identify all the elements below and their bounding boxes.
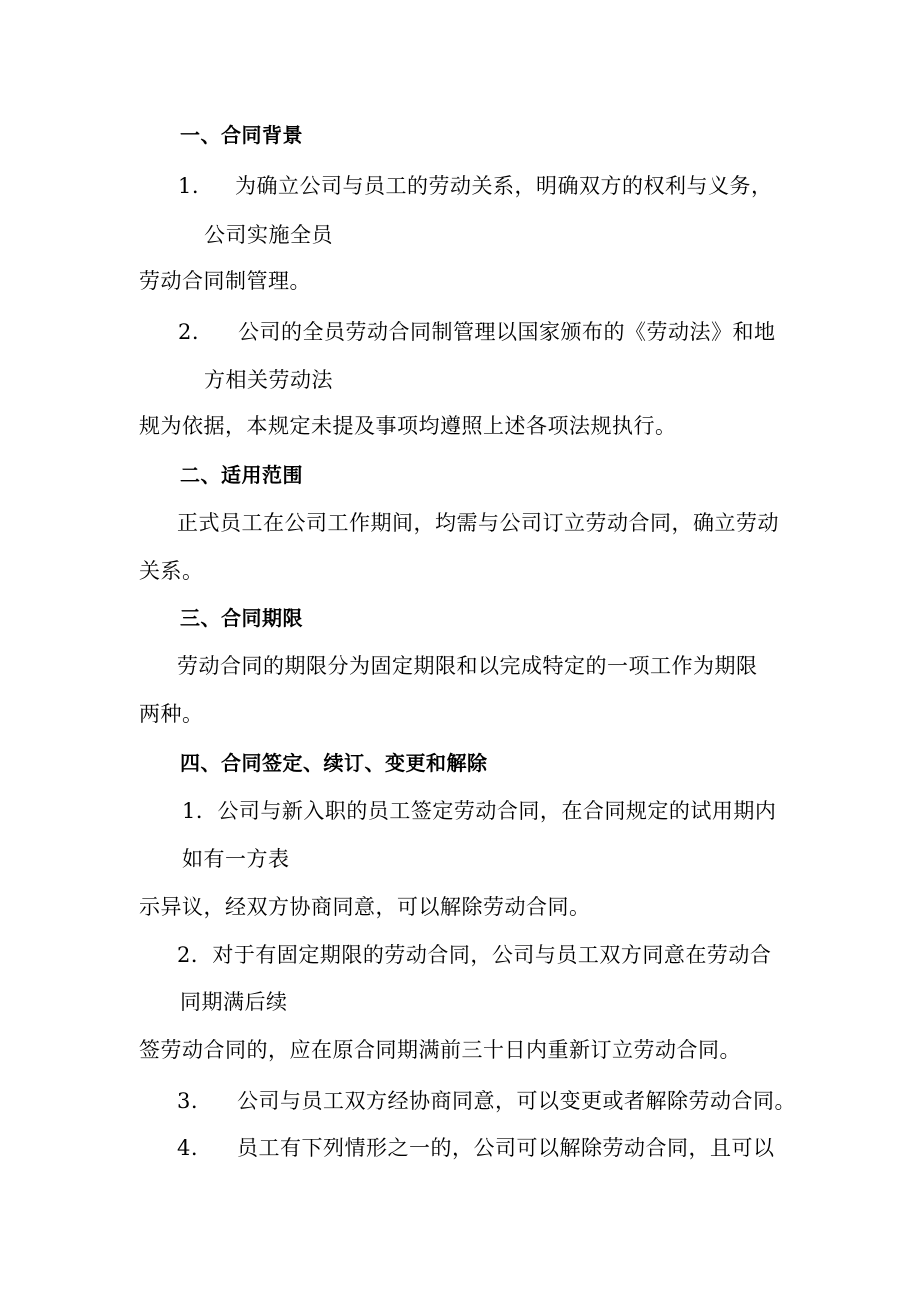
section-heading-scope: 二、适用范围 bbox=[180, 463, 303, 487]
paragraph-line: 公司的全员劳动合同制管理以国家颁布的《劳动法》和地 bbox=[238, 320, 776, 344]
section-heading-background: 一、合同背景 bbox=[180, 123, 303, 147]
paragraph-line: 关系。 bbox=[139, 559, 204, 583]
paragraph-line: 员工有下列情形之一的，公司可以解除劳动合同，且可以 bbox=[237, 1136, 775, 1160]
paragraph-line: 如有一方表 bbox=[182, 847, 290, 871]
paragraph-line: 同期满后续 bbox=[180, 990, 288, 1014]
paragraph-line: 公司与员工双方经协商同意，可以变更或者解除劳动合同。 bbox=[237, 1089, 796, 1113]
paragraph-line: 劳动合同制管理。 bbox=[139, 269, 311, 293]
section-heading-term: 三、合同期限 bbox=[180, 606, 303, 630]
paragraph-line: 为确立公司与员工的劳动关系，明确双方的权利与义务， bbox=[235, 174, 773, 198]
paragraph-line: 正式员工在公司工作期间，均需与公司订立劳动合同，确立劳动 bbox=[177, 511, 779, 535]
paragraph-line: 1．公司与新入职的员工签定劳动合同，在合同规定的试用期内 bbox=[182, 799, 777, 823]
section-heading-signing: 四、合同签定、续订、变更和解除 bbox=[180, 751, 488, 775]
paragraph-line: 两种。 bbox=[139, 702, 204, 726]
paragraph-line: 方相关劳动法 bbox=[204, 368, 333, 392]
paragraph-line: 示异议，经双方协商同意，可以解除劳动合同。 bbox=[139, 895, 591, 919]
paragraph-line: 签劳动合同的，应在原合同期满前三十日内重新订立劳动合同。 bbox=[139, 1038, 741, 1062]
paragraph-line: 2．对于有固定期限的劳动合同，公司与员工双方同意在劳动合 bbox=[177, 943, 772, 967]
paragraph-line: 劳动合同的期限分为固定期限和以完成特定的一项工作为期限 bbox=[177, 654, 758, 678]
item-number: 1. bbox=[178, 174, 200, 198]
paragraph-line: 规为依据，本规定未提及事项均遵照上述各项法规执行。 bbox=[139, 414, 677, 438]
paragraph-line: 公司实施全员 bbox=[204, 223, 333, 247]
item-number: 4. bbox=[177, 1136, 199, 1160]
item-number: 2. bbox=[178, 320, 200, 344]
item-number: 3. bbox=[177, 1089, 199, 1113]
